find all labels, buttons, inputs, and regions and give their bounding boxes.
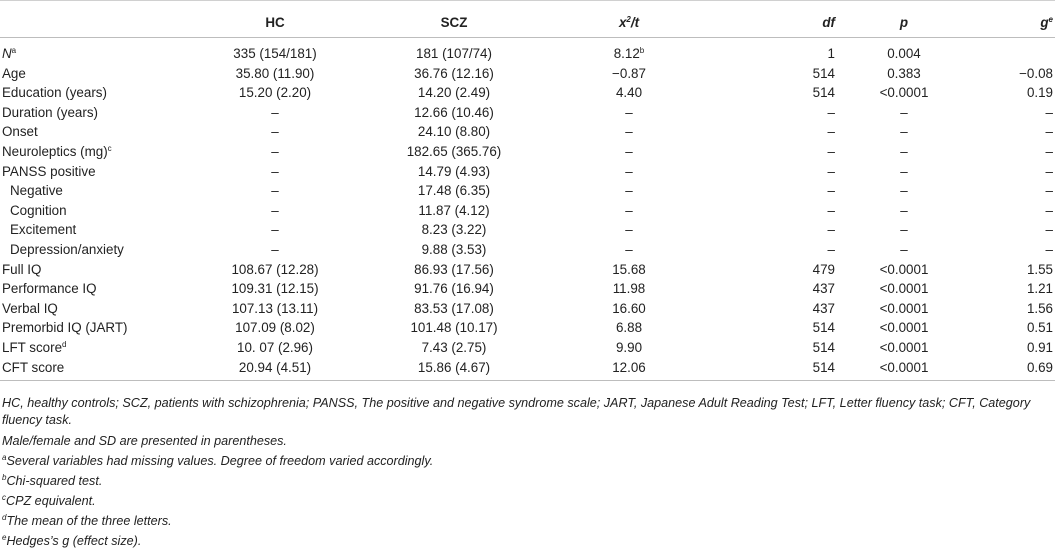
cell-df-value: 514 [812,320,835,336]
cell-statistic-value: – [625,104,633,120]
footnote-text: Hedges’s g (effect size). [6,534,142,548]
cell-statistic-value: 12.06 [612,359,646,375]
cell-df-value: – [827,241,835,257]
cell-scz-value: 14.79 (4.93) [417,163,491,179]
cell-statistic [554,318,704,338]
header-g-main: g [1040,15,1049,30]
cell-p-value: – [900,183,908,199]
cell-p-value: <0.0001 [879,339,929,355]
row-label [0,358,196,381]
cell-scz-value: 36.76 (12.16) [414,65,494,81]
cell-statistic [554,64,704,84]
header-df: df [704,1,839,38]
footnote [2,513,1047,530]
cell-p [839,318,969,338]
header-p: p [839,1,969,38]
header-row [0,1,1055,38]
table-row [0,260,1055,280]
cell-hc-value: 107.09 (8.02) [235,320,315,336]
cell-hc [196,358,354,381]
row-label [0,181,196,201]
table-row [0,64,1055,84]
cell-hc [196,279,354,299]
cell-statistic-footnote-mark: b [639,46,645,55]
footnote-text: The mean of the three letters. [6,514,172,528]
row-label-value: Verbal IQ [2,300,58,316]
table-row [0,38,1055,64]
cell-g-value: 0.19 [1026,85,1053,101]
row-label [0,103,196,123]
row-label-value: PANSS positive [2,163,96,179]
cell-hc-value: 10. 07 (2.96) [237,339,313,355]
footnote-mark: c [2,493,6,502]
row-label-value: Depression/anxiety [10,241,124,257]
row-label-value: Excitement [10,222,77,238]
table-footnotes [2,395,1047,553]
cell-df [704,358,839,381]
cell-hc [196,122,354,142]
cell-g-value: – [1045,163,1053,179]
cell-p-value: <0.0001 [879,261,929,277]
cell-df [704,103,839,123]
cell-hc [196,240,354,260]
cell-g [969,318,1055,338]
row-label [0,240,196,260]
cell-hc [196,299,354,319]
table-row [0,83,1055,103]
cell-statistic-value: 16.60 [612,300,646,316]
cell-p [839,338,969,358]
cell-statistic-value: 4.40 [615,85,643,101]
cell-scz [354,220,554,240]
cell-p-value: <0.0001 [879,359,929,375]
cell-statistic-value: 11.98 [612,281,646,297]
cell-statistic-value: – [625,202,633,218]
cell-p-value: 0.383 [887,65,921,81]
row-label [0,142,196,162]
cell-p-value: 0.004 [887,46,921,61]
cell-hc [196,162,354,182]
cell-statistic-value: 15.68 [612,261,646,277]
cell-hc-value: 108.67 (12.28) [231,261,319,277]
cell-p [839,122,969,142]
cell-scz [354,279,554,299]
cell-g-value: – [1045,183,1053,199]
cell-p [839,38,969,64]
footnote-mark: b [2,473,7,482]
row-label-value: Premorbid IQ (JART) [2,320,128,336]
cell-g-value: – [1045,202,1053,218]
cell-hc-value: – [271,241,279,257]
table-row [0,358,1055,381]
cell-g [969,240,1055,260]
header-g-sup: e [1048,15,1053,24]
cell-df [704,299,839,319]
header-statistic-main: x [618,15,627,30]
cell-scz-value: 12.66 (10.46) [414,104,494,120]
footnote [2,473,1047,490]
row-label [0,338,196,358]
cell-p [839,64,969,84]
cell-p-value: – [900,202,908,218]
table-row [0,122,1055,142]
cell-p-value: – [900,163,908,179]
footnote-mark: d [2,513,7,522]
row-label [0,201,196,221]
cell-statistic-value: – [625,222,633,238]
cell-statistic [554,240,704,260]
table-row [0,201,1055,221]
cell-hc-value: 335 (154/181) [233,46,317,61]
table-row [0,162,1055,182]
cell-p [839,240,969,260]
cell-df [704,83,839,103]
cell-p [839,181,969,201]
footnote-mark: a [2,453,7,462]
cell-statistic [554,122,704,142]
cell-g [969,83,1055,103]
cell-g-value: – [1045,222,1053,238]
cell-df-value: – [827,124,835,140]
cell-g [969,279,1055,299]
table-row [0,142,1055,162]
cell-scz [354,299,554,319]
cell-g-value: −0.08 [1019,65,1053,81]
cell-p-value: – [900,241,908,257]
footnote [2,533,1047,550]
table-row [0,299,1055,319]
cell-df-value: 514 [812,339,835,355]
cell-df [704,122,839,142]
cell-g-value: 0.51 [1026,320,1053,336]
table-row [0,103,1055,123]
cell-hc-value: – [271,104,279,120]
cell-scz-value: 86.93 (17.56) [414,261,494,277]
cell-hc [196,201,354,221]
cell-statistic [554,38,704,64]
cell-statistic-value: 6.88 [615,320,643,336]
row-label [0,162,196,182]
cell-scz-value: 9.88 (3.53) [421,241,487,257]
cell-g [969,201,1055,221]
cell-statistic-value: – [625,163,633,179]
cell-p-value: <0.0001 [879,281,929,297]
cell-hc-value: – [271,124,279,140]
row-label [0,64,196,84]
cell-p-value: – [900,124,908,140]
cell-df [704,142,839,162]
cell-hc-value: – [271,222,279,238]
cell-statistic-value: – [625,183,633,199]
cell-g [969,299,1055,319]
cell-g-value: 0.69 [1026,359,1053,375]
cell-statistic [554,358,704,381]
footnote-text: Chi-squared test. [6,474,103,488]
cell-scz [354,260,554,280]
cell-scz-value: 11.87 (4.12) [418,202,490,218]
cell-hc-value: – [271,183,279,199]
header-hc: HC [196,1,354,38]
cell-g [969,38,1055,64]
cell-scz-value: 8.23 (3.22) [421,222,487,238]
cell-scz-value: 15.86 (4.67) [417,359,491,375]
row-label [0,279,196,299]
cell-p [839,279,969,299]
cell-scz-value: 181 (107/74) [416,46,492,61]
cell-df [704,201,839,221]
row-label [0,299,196,319]
cell-hc-value: 109.31 (12.15) [231,281,319,297]
cell-p [839,103,969,123]
cell-g [969,103,1055,123]
header-variable [0,1,196,38]
cell-g [969,338,1055,358]
cell-statistic [554,83,704,103]
table-row [0,181,1055,201]
cell-hc-value: 35.80 (11.90) [235,65,315,81]
cell-p-value: <0.0001 [879,320,929,336]
cell-df [704,260,839,280]
row-label-value: Duration (years) [2,104,98,120]
cell-p-value: – [900,104,908,120]
cell-g [969,142,1055,162]
cell-scz-value: 7.43 (2.75) [421,339,487,355]
footnote-text: HC, healthy controls; SCZ, patients with schizophrenia; PANSS, The positive and negative syndrome scale; JART, Japanese Adult Reading Test; LFT, Letter fluency task; CFT, Category fluency task. [2,396,1031,427]
cell-p [839,83,969,103]
cell-df [704,318,839,338]
cell-statistic-value: – [625,241,633,257]
row-label-value: Full IQ [2,261,42,277]
row-label [0,220,196,240]
cell-statistic-value: 9.90 [615,339,643,355]
cell-statistic-value: 8.12 [613,46,640,61]
cell-hc [196,338,354,358]
cell-g [969,162,1055,182]
row-label-footnote-mark: d [62,339,67,349]
cell-hc [196,64,354,84]
cell-hc-value: 20.94 (4.51) [238,359,312,375]
cell-statistic-value: – [625,124,633,140]
cell-g-value: – [1045,104,1053,120]
cell-df [704,181,839,201]
table-row [0,279,1055,299]
cell-g [969,181,1055,201]
cell-df [704,38,839,64]
cell-hc-value: – [271,163,279,179]
cell-scz-value: 24.10 (8.80) [417,124,491,140]
cell-df-value: – [827,222,835,238]
row-label-value: Performance IQ [2,281,97,297]
cell-p [839,201,969,221]
cell-g [969,260,1055,280]
table-row [0,240,1055,260]
row-label-value: N [2,46,12,61]
cell-statistic [554,279,704,299]
row-label-value: Onset [2,124,38,140]
row-label-value: LFT score [2,339,63,355]
cell-df-value: 514 [812,359,835,375]
header-statistic [554,1,704,38]
cell-df [704,162,839,182]
cell-hc [196,103,354,123]
cell-statistic [554,103,704,123]
cell-p-value: – [900,222,908,238]
row-label [0,318,196,338]
cell-scz-value: 14.20 (2.49) [417,85,491,101]
cell-scz-value: 101.48 (10.17) [410,320,498,336]
cell-p [839,220,969,240]
cell-g-value: – [1045,143,1053,159]
cell-df-value: – [827,104,835,120]
cell-scz [354,181,554,201]
footnote-text: CPZ equivalent. [6,494,96,508]
row-label-value: Negative [10,183,63,199]
cell-df-value: 479 [812,261,835,277]
cell-statistic [554,181,704,201]
cell-p [839,142,969,162]
cell-g-value: 1.21 [1026,281,1053,297]
cell-df-value: 437 [812,281,835,297]
cell-statistic [554,220,704,240]
header-scz: SCZ [354,1,554,38]
cell-scz [354,358,554,381]
cell-scz [354,201,554,221]
row-label-footnote-mark: a [11,46,17,55]
cell-scz [354,162,554,182]
cell-hc [196,220,354,240]
cell-hc [196,318,354,338]
cell-hc [196,83,354,103]
table-body [0,38,1055,381]
cell-hc [196,260,354,280]
footnote [2,433,1047,450]
cell-df-value: – [827,163,835,179]
cell-scz [354,338,554,358]
cell-hc-value: 107.13 (13.11) [231,300,319,316]
header-statistic-rest: /t [630,15,640,30]
cell-scz [354,318,554,338]
cell-df-value: 437 [812,300,835,316]
cell-scz [354,64,554,84]
cell-scz [354,122,554,142]
cell-statistic-value: – [625,143,633,159]
cell-scz [354,142,554,162]
cell-p-value: – [900,143,908,159]
footnote-text: Male/female and SD are presented in parentheses. [2,434,287,448]
cell-hc-value: 15.20 (2.20) [238,85,312,101]
cell-hc [196,142,354,162]
cell-p [839,358,969,381]
cell-scz-value: 83.53 (17.08) [414,300,494,316]
cell-statistic [554,299,704,319]
row-label [0,260,196,280]
cell-g [969,64,1055,84]
cell-scz-value: 17.48 (6.35) [417,183,491,199]
cell-p [839,260,969,280]
cell-df-value: – [827,183,835,199]
footnote [2,453,1047,470]
cell-g-value: 0.91 [1026,339,1053,355]
table-header [0,1,1055,38]
row-label-value: Neuroleptics (mg) [2,143,108,159]
cell-scz-value: 91.76 (16.94) [414,281,494,297]
cell-scz [354,103,554,123]
cell-hc [196,38,354,64]
cell-df [704,220,839,240]
footnote-mark: e [2,533,7,542]
cell-g-value: – [1045,124,1053,140]
cell-g [969,358,1055,381]
cell-scz [354,38,554,64]
cell-scz [354,83,554,103]
footnote [2,493,1047,510]
cell-statistic-value: −0.87 [612,65,646,81]
cell-df-value: 514 [812,65,835,81]
row-label-value: CFT score [2,359,65,375]
cell-statistic [554,201,704,221]
header-g [969,1,1055,38]
cell-df [704,279,839,299]
row-label [0,83,196,103]
cell-g-value: 1.56 [1026,300,1053,316]
cell-df-value: – [827,143,835,159]
cell-df-value: 514 [812,85,835,101]
cell-g-value: 1.55 [1026,261,1053,277]
cell-df-value: 1 [827,46,835,61]
cell-statistic [554,338,704,358]
row-label [0,122,196,142]
header-statistic-sup: 2 [626,15,631,24]
cell-p-value: <0.0001 [879,300,929,316]
row-label-footnote-mark: c [107,143,112,153]
cell-g [969,122,1055,142]
table-row [0,318,1055,338]
cell-statistic [554,162,704,182]
cell-g [969,220,1055,240]
table-row [0,338,1055,358]
table-row [0,220,1055,240]
cell-df-value: – [827,202,835,218]
cell-p [839,162,969,182]
cell-hc-value: – [271,202,279,218]
cell-p [839,299,969,319]
cell-hc [196,181,354,201]
cell-statistic [554,142,704,162]
cell-df [704,338,839,358]
row-label-value: Cognition [10,202,67,218]
row-label-value: Education (years) [2,85,107,101]
cell-p-value: <0.0001 [879,85,929,101]
cell-g-value: – [1045,241,1053,257]
cell-df [704,64,839,84]
row-label [0,38,196,64]
cell-statistic [554,260,704,280]
cell-scz [354,240,554,260]
cell-scz-value: 182.65 (365.76) [406,143,502,159]
footnote [2,395,1047,429]
cell-df [704,240,839,260]
footnote-text: Several variables had missing values. Degree of freedom varied accordingly. [6,454,434,468]
cell-hc-value: – [271,143,279,159]
row-label-value: Age [2,65,26,81]
